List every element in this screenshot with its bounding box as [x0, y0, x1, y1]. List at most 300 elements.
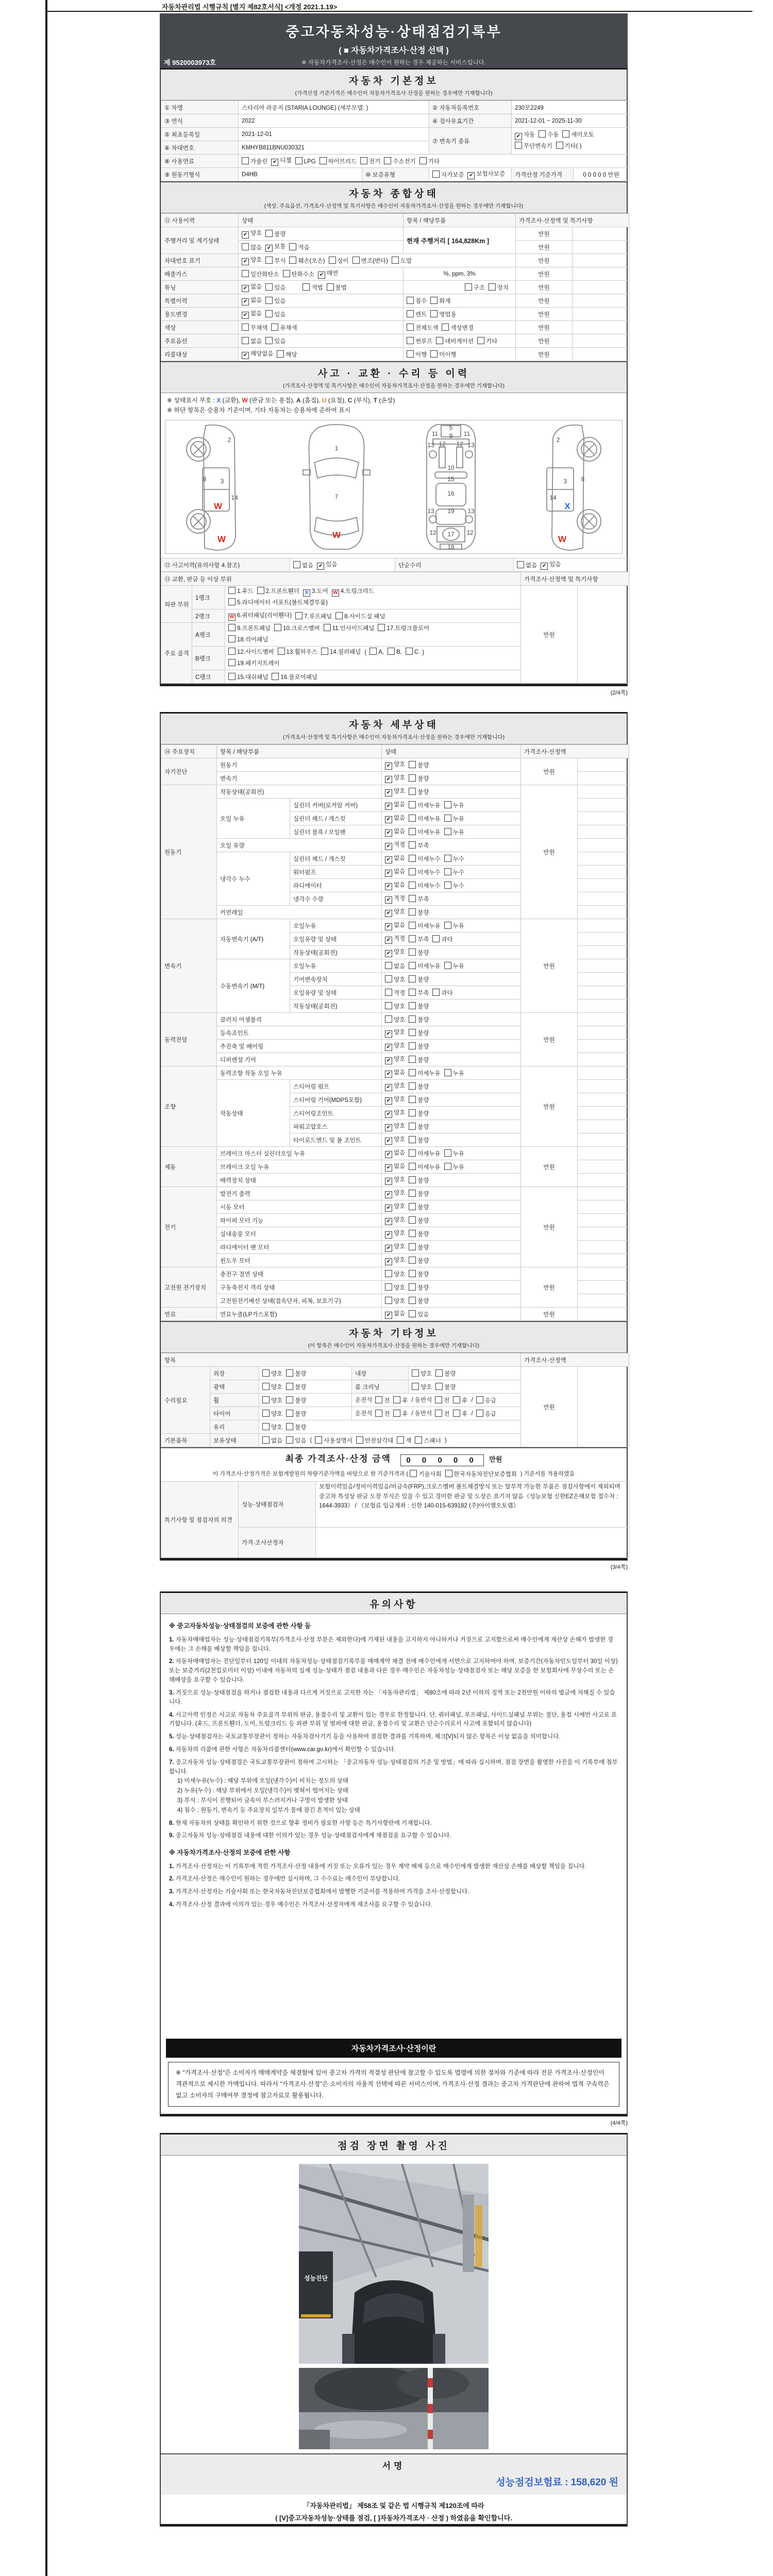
checkbox-응급[interactable] [476, 1410, 496, 1418]
checkbox-없음[interactable] [385, 921, 405, 930]
checkbox-불량[interactable] [409, 1257, 429, 1265]
checkbox-미세누유[interactable] [409, 1069, 440, 1077]
checkbox-양호[interactable] [385, 773, 405, 783]
checkbox-불량[interactable] [409, 1029, 429, 1037]
panel-number-13: 13 [467, 442, 475, 449]
checkbox-미세누수[interactable] [409, 855, 440, 863]
checkbox-label: 양호 [394, 788, 406, 795]
checkbox-과다[interactable] [432, 989, 452, 997]
mark-checkbox-X[interactable] [303, 586, 328, 597]
checkbox-누유[interactable] [444, 801, 464, 809]
checkbox-15.대쉬패널[interactable] [228, 673, 268, 681]
checkbox-양호[interactable] [242, 256, 262, 265]
checkbox-없음[interactable] [517, 561, 537, 569]
checkbox-무채색[interactable] [242, 324, 267, 332]
checkbox-가솔린[interactable] [242, 157, 267, 165]
checkbox-탄화수소[interactable] [283, 270, 314, 278]
checkbox-기타()[interactable] [556, 141, 582, 152]
checkbox-구조[interactable] [465, 283, 485, 292]
cell [382, 839, 521, 852]
checkbox-적정[interactable] [385, 934, 405, 944]
checkbox-장치[interactable] [489, 283, 509, 292]
checkbox-자가보증[interactable] [432, 171, 464, 179]
checkbox-13.휠하우스[interactable] [278, 647, 317, 658]
checkbox-없음[interactable] [385, 827, 405, 837]
checkbox-label: 불량 [417, 1003, 429, 1010]
checkbox-부족[interactable] [409, 841, 429, 850]
checkbox-양호[interactable] [385, 1122, 405, 1131]
checkbox-부족[interactable] [409, 989, 429, 997]
table-row [161, 128, 629, 141]
checkbox-불량[interactable] [409, 1109, 429, 1117]
checkbox-양호[interactable] [385, 1108, 405, 1118]
checkbox-양호[interactable] [385, 1189, 405, 1198]
checkbox-누수[interactable] [444, 868, 464, 876]
cell [578, 1281, 629, 1294]
checkbox-양호[interactable] [262, 1396, 282, 1404]
row-label: 제동 [161, 1147, 217, 1187]
checkbox-icon: ✔ [385, 870, 392, 877]
legend-part: ※ 상태표시 부호 : [167, 397, 217, 404]
checkbox-label: 보험사보증 [476, 171, 505, 177]
checkbox-label: 불법 [335, 284, 347, 291]
checkbox-icon [477, 337, 484, 344]
checkbox-label: 부족 [417, 896, 429, 903]
checkbox-부족[interactable] [409, 895, 429, 903]
checkbox-전[interactable] [435, 1410, 449, 1418]
checkbox-icon [444, 868, 451, 875]
checkbox-전체도색[interactable] [407, 324, 438, 332]
checkbox-18.리어패널[interactable] [228, 635, 268, 646]
checkbox-icon [324, 624, 331, 631]
checkbox-label: 불량 [295, 1397, 307, 1404]
checkbox-없음[interactable] [262, 1436, 282, 1445]
cautions-body [161, 1614, 627, 2036]
checkbox-네비게이션[interactable] [436, 337, 474, 345]
row-label: 주행거리 및 계기상태 [161, 227, 239, 254]
checkbox-매연[interactable] [318, 269, 338, 279]
checkbox-없음[interactable] [242, 337, 262, 345]
checkbox-세미오토[interactable] [562, 130, 594, 141]
checkbox-양호[interactable] [385, 1095, 405, 1105]
checkbox-불량[interactable] [286, 1423, 306, 1431]
price-appraisal-banner: 자동차가격조사·산정이란 [166, 2039, 621, 2058]
inline-text: / [471, 1397, 473, 1404]
checkbox-양호[interactable] [385, 1256, 405, 1265]
overall-status-header [161, 181, 627, 213]
checkbox-안전삼각대[interactable] [356, 1436, 394, 1445]
checkbox-누수[interactable] [444, 855, 464, 863]
checkbox-label: 미세누수 [417, 883, 441, 889]
row-label: 단순수리 [395, 558, 514, 572]
checkbox-미세누유[interactable] [409, 1149, 440, 1158]
checkbox-양호[interactable] [262, 1369, 282, 1378]
checkbox-B,[interactable] [388, 647, 402, 658]
checkbox-미세누수[interactable] [409, 882, 440, 890]
checkbox-불량[interactable] [409, 1270, 429, 1278]
checkbox-사용설명서[interactable] [315, 1436, 352, 1445]
checkbox-양호[interactable] [385, 1202, 405, 1212]
checkbox-일산화탄소[interactable] [242, 270, 279, 278]
checkbox-양호[interactable] [385, 1041, 405, 1051]
checkbox-icon [384, 157, 391, 164]
checkbox-label: 미세누유 [417, 1070, 441, 1077]
checkbox-label: 양호 [394, 976, 406, 983]
checkbox-하이브리드[interactable] [320, 157, 357, 165]
cell: 냉각수 수량 [290, 892, 382, 906]
panel-number-19: 19 [447, 507, 455, 515]
checkbox-없음[interactable] [242, 296, 262, 306]
cell: 만원 [516, 348, 573, 361]
legend-part: (부식), [352, 397, 374, 404]
checkbox-불량[interactable] [409, 1096, 429, 1104]
checkbox-label: 불량 [274, 231, 286, 238]
checkbox-불량[interactable] [286, 1410, 306, 1418]
checkbox-화재[interactable] [430, 297, 450, 305]
checkbox-누유[interactable] [444, 962, 464, 970]
checkbox-기타[interactable] [477, 337, 497, 345]
table-row [161, 1308, 629, 1321]
checkbox-label: 양호 [394, 949, 406, 956]
cell [578, 1107, 629, 1120]
checkbox-자동[interactable] [515, 130, 535, 141]
checkbox-양호[interactable] [242, 229, 262, 239]
etc-info-header [161, 1321, 627, 1353]
checkbox-미세누유[interactable] [409, 962, 440, 970]
checkbox-없음[interactable] [293, 561, 313, 569]
checkbox-19.패키지트레이[interactable] [228, 658, 280, 669]
cell [578, 1241, 629, 1254]
checkbox-양호[interactable] [385, 1297, 405, 1305]
row-label: 가격조사·산정액 및 특기사항 [521, 572, 629, 586]
table-row [161, 1482, 629, 1528]
checkbox-5.라디에이터서포트(볼트체결부품)[interactable] [228, 598, 328, 608]
checkbox-양호[interactable] [385, 787, 405, 796]
checkbox-불량[interactable] [409, 761, 429, 769]
checkbox-없음[interactable] [385, 1148, 405, 1158]
checkbox-불량[interactable] [409, 1015, 429, 1024]
checkbox-없음[interactable] [385, 880, 405, 890]
checkbox-불량[interactable] [409, 1203, 429, 1211]
cell: 만원 [516, 254, 573, 267]
checkbox-기술사회[interactable] [410, 1470, 441, 1478]
checkbox-label: 응급 [484, 1398, 496, 1404]
checkbox-과다[interactable] [432, 935, 452, 943]
checkbox-있음[interactable] [265, 310, 285, 318]
checkbox-불량[interactable] [409, 1136, 429, 1144]
checkbox-12.사이드멤버[interactable] [228, 647, 274, 658]
checkbox-누유[interactable] [444, 1069, 464, 1077]
checkbox-양호[interactable] [385, 907, 405, 917]
checkbox-7.루프패널[interactable] [295, 612, 332, 620]
checkbox-누수[interactable] [444, 882, 464, 890]
checkbox-양호[interactable] [385, 1175, 405, 1185]
checkbox-미세누유[interactable] [409, 828, 440, 836]
caution-item: 2. 가격조사·산정은 매수인이 원하는 경우에만 실시하며, 그 수수료는 매수인이 부담합니다. [169, 1876, 400, 1883]
checkbox-디젤[interactable] [271, 156, 291, 166]
row-label: C랭크 [192, 670, 225, 684]
checkbox-10.크로스멤버[interactable] [274, 623, 320, 634]
checkbox-icon [242, 157, 249, 164]
checkbox-누유[interactable] [444, 1163, 464, 1171]
checkbox-없음[interactable] [385, 854, 405, 863]
checkbox-없음[interactable] [242, 282, 262, 292]
checkbox-양호[interactable] [385, 975, 405, 984]
cell [382, 812, 521, 825]
checkbox-해당[interactable] [277, 350, 297, 359]
checkbox-적정[interactable] [385, 840, 405, 850]
checkbox-양호[interactable] [385, 1283, 405, 1292]
caution-subitem: 3) 부식 : 부식이 진행되어 금속이 부스러지거나 구멍이 발생한 상태 [177, 1798, 348, 1804]
checkbox-label: 많음 [250, 244, 262, 251]
checkbox-불량[interactable] [286, 1396, 306, 1404]
checkbox-양호[interactable] [412, 1369, 432, 1378]
checkbox-양호[interactable] [412, 1383, 432, 1391]
cell [239, 348, 404, 361]
checkbox-적정[interactable] [385, 894, 405, 904]
checkbox-있음[interactable] [541, 560, 561, 570]
checkbox-훼손(오손)[interactable] [289, 257, 325, 265]
checkbox-적음[interactable] [289, 243, 309, 251]
checkbox-14.필러패널[interactable] [321, 647, 361, 658]
checkbox-불량[interactable] [409, 1243, 429, 1251]
checkbox-양호[interactable] [385, 1242, 405, 1252]
checkbox-변조(변타)[interactable] [352, 257, 388, 265]
checkbox-적정[interactable] [385, 989, 405, 997]
cell: 타이로드엔드 및 볼 조인트 [290, 1133, 382, 1147]
checkbox-누유[interactable] [444, 815, 464, 823]
checkbox-label: 17.트렁크플로어 [386, 625, 430, 632]
checkbox-한국자동차진단보증협회[interactable] [445, 1470, 517, 1478]
checkbox-불량[interactable] [435, 1383, 456, 1391]
checkbox-보험사보증[interactable] [467, 170, 505, 179]
confirmation-statement [161, 2495, 627, 2524]
checkbox-양호[interactable] [385, 1135, 405, 1145]
checkbox-침수[interactable] [407, 297, 427, 305]
checkbox-불량[interactable] [409, 1123, 429, 1131]
checkbox-없음[interactable] [385, 1068, 405, 1078]
checkbox-누유[interactable] [444, 922, 464, 930]
cell: 변속기 [217, 772, 382, 785]
checkbox-미세누유[interactable] [409, 801, 440, 809]
checkbox-해당없음[interactable] [242, 349, 273, 359]
cell [578, 1227, 629, 1241]
checkbox-양호[interactable] [385, 1028, 405, 1038]
cell [382, 959, 521, 973]
checkbox-불량[interactable] [435, 1369, 456, 1378]
checkbox-색상변경[interactable] [442, 324, 473, 332]
checkbox-없음[interactable] [385, 962, 405, 970]
checkbox-전[interactable] [375, 1410, 390, 1418]
checkbox-스패너[interactable] [415, 1436, 441, 1445]
checkbox-icon [378, 624, 385, 631]
checkbox-불량[interactable] [409, 1176, 429, 1184]
checkbox-11.인사이드패널[interactable] [324, 623, 375, 634]
checkbox-label: 양호 [394, 1177, 406, 1183]
checkbox-양호[interactable] [385, 1015, 405, 1024]
checkbox-불량[interactable] [265, 230, 285, 238]
cell [382, 1133, 521, 1147]
checkbox-label: 적음 [298, 244, 310, 251]
checkbox-icon [409, 1002, 416, 1009]
checkbox-8.사이드실패널[interactable] [335, 612, 385, 620]
checkbox-불량[interactable] [409, 774, 429, 783]
checkbox-icon: ✔ [385, 803, 392, 810]
checkbox-label: 후 [402, 1411, 408, 1418]
checkbox-없음[interactable] [385, 1309, 405, 1319]
cell: 오일누유 [290, 959, 382, 973]
checkbox-양호[interactable] [385, 947, 405, 957]
mark-checkbox-W[interactable] [228, 611, 292, 621]
checkbox-미세누유[interactable] [409, 1163, 440, 1171]
checkbox-양호[interactable] [385, 760, 405, 770]
checkbox-후[interactable] [393, 1410, 408, 1418]
car-diagram-right-side [511, 420, 619, 553]
cell [382, 866, 521, 879]
checkbox-불량[interactable] [409, 1283, 429, 1292]
checkbox-양호[interactable] [385, 1055, 405, 1064]
checkbox-양호[interactable] [385, 1002, 405, 1010]
checkbox-수소전기[interactable] [384, 157, 415, 165]
checkbox-불량[interactable] [409, 908, 429, 917]
checkbox-있음[interactable] [317, 560, 337, 570]
checkbox-불량[interactable] [409, 1056, 429, 1064]
checkbox-불량[interactable] [409, 1002, 429, 1010]
checkbox-전[interactable] [435, 1396, 449, 1404]
checkbox-양호[interactable] [385, 1215, 405, 1225]
checkbox-2.프론트휀더[interactable] [257, 586, 299, 597]
checkbox-label: A, [378, 649, 384, 656]
checkbox-도말[interactable] [392, 257, 412, 265]
checkbox-label: 양호 [394, 1271, 406, 1278]
checkbox-양호[interactable] [262, 1423, 282, 1431]
checkbox-미세누수[interactable] [409, 868, 440, 876]
checkbox-적법[interactable] [303, 283, 323, 292]
checkbox-잭[interactable] [397, 1436, 411, 1445]
checkbox-16.플로어패널[interactable] [272, 673, 317, 681]
checkbox-불법[interactable] [327, 283, 347, 292]
checkbox-불량[interactable] [409, 1190, 429, 1198]
checkbox-불량[interactable] [409, 1297, 429, 1305]
checkbox-양호[interactable] [262, 1410, 282, 1418]
checkbox-유채색[interactable] [271, 324, 297, 332]
checkbox-17.트렁크플로어[interactable] [378, 623, 429, 634]
checkbox-양호[interactable] [385, 1229, 405, 1239]
checkbox-C[interactable] [406, 647, 418, 658]
checkbox-많음[interactable] [242, 243, 262, 251]
checkbox-불량[interactable] [409, 1082, 429, 1091]
checkbox-없음[interactable] [385, 814, 405, 823]
checkbox-무단변속기[interactable] [515, 141, 552, 152]
checkbox-없음[interactable] [385, 800, 405, 810]
checkbox-불량[interactable] [409, 1042, 429, 1050]
checkbox-불량[interactable] [409, 975, 429, 984]
checkbox-상이[interactable] [329, 257, 349, 265]
checkbox-후[interactable] [393, 1396, 408, 1404]
checkbox-1.후드[interactable] [228, 586, 254, 597]
checkbox-있음[interactable] [409, 1310, 429, 1318]
cell [578, 1267, 629, 1281]
checkbox-전기[interactable] [360, 157, 380, 165]
checkbox-누유[interactable] [444, 1149, 464, 1158]
checkbox-보통[interactable] [265, 242, 285, 252]
checkbox-후[interactable] [453, 1396, 467, 1404]
checkbox-불량[interactable] [286, 1383, 306, 1391]
checkbox-없음[interactable] [385, 1162, 405, 1172]
cell [578, 1133, 629, 1147]
cell [578, 999, 629, 1013]
checkbox-수동[interactable] [539, 130, 559, 141]
checkbox-A,[interactable] [369, 647, 384, 658]
damage-mark-W-icon: W [228, 614, 236, 621]
checkbox-icon [412, 1383, 419, 1390]
checkbox-렌트[interactable] [407, 310, 427, 318]
checkbox-양호[interactable] [385, 1081, 405, 1091]
checkbox-응급[interactable] [476, 1396, 496, 1404]
checkbox-icon [430, 297, 438, 304]
table-row [161, 227, 629, 241]
checkbox-있음[interactable] [265, 283, 285, 292]
damage-mark-W: W [558, 534, 567, 545]
checkbox-불량[interactable] [409, 788, 429, 796]
checkbox-없음[interactable] [242, 309, 262, 319]
car-diagram-top [282, 420, 391, 553]
checkbox-불량[interactable] [409, 948, 429, 957]
cell [382, 1040, 521, 1053]
checkbox-불량[interactable] [409, 1216, 429, 1225]
row-label: 외장 [210, 1367, 259, 1380]
checkbox-label: 미세누유 [417, 963, 441, 970]
checkbox-불량[interactable] [286, 1369, 306, 1378]
cell: 시동 모터 [217, 1200, 382, 1214]
checkbox-부족[interactable] [409, 935, 429, 943]
checkbox-9.프론트패널[interactable] [228, 623, 271, 634]
checkbox-LPG[interactable] [295, 157, 316, 165]
row-label: 기본품목 [161, 1434, 210, 1447]
checkbox-영업용[interactable] [430, 310, 456, 318]
basic-info-subtitle: (가격산정 기준가격은 매수인이 자동차가격조사·산정을 원하는 경우에만 기재합니다) [295, 90, 493, 96]
checkbox-icon [562, 130, 569, 138]
checkbox-양호[interactable] [262, 1383, 282, 1391]
checkbox-미세누유[interactable] [409, 922, 440, 930]
cell [382, 1120, 521, 1133]
checkbox-있음[interactable] [265, 337, 285, 345]
checkbox-label: 불량 [417, 1217, 429, 1224]
checkbox-미이행[interactable] [430, 350, 456, 359]
checkbox-있음[interactable] [265, 297, 285, 305]
row-label: 타이어 [210, 1407, 259, 1420]
checkbox-있음[interactable] [286, 1436, 306, 1445]
checkbox-전[interactable] [375, 1396, 390, 1404]
inspection-photo-2 [299, 2368, 489, 2449]
checkbox-label: 침수 [415, 298, 427, 304]
checkbox-label: 이행 [415, 351, 427, 358]
checkbox-이행[interactable] [407, 350, 427, 359]
checkbox-부식[interactable] [265, 257, 285, 265]
checkbox-없음[interactable] [385, 867, 405, 877]
checkbox-label: 수소전기 [393, 158, 416, 165]
checkbox-기타[interactable] [419, 157, 440, 165]
checkbox-썬루프[interactable] [407, 337, 432, 345]
checkbox-후[interactable] [453, 1410, 467, 1418]
checkbox-불량[interactable] [409, 1230, 429, 1238]
checkbox-icon [444, 855, 451, 862]
checkbox-미세누유[interactable] [409, 815, 440, 823]
checkbox-양호[interactable] [385, 1270, 405, 1278]
mark-checkbox-W[interactable] [332, 586, 374, 597]
checkbox-icon [265, 297, 273, 304]
checkbox-누유[interactable] [444, 828, 464, 836]
